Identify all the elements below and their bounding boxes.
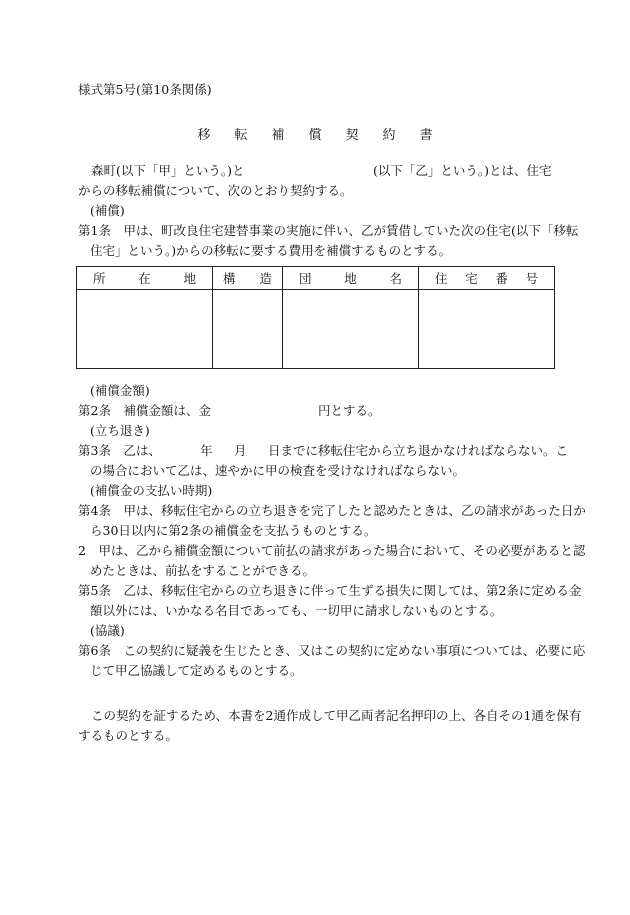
article5-line2: 額以外には、いかなる名目であっても、一切甲に請求しないものとする。 xyxy=(90,603,503,618)
header-complex-name: 団 地 名 xyxy=(283,267,419,290)
table-row xyxy=(77,290,555,369)
article1-line1: 第1条 甲は、町改良住宅建替事業の実施に伴い、乙が賃借していた次の住宅(以下「移転 xyxy=(78,223,579,238)
article2-line1-a: 第2条 補償金額は、金 xyxy=(78,403,211,418)
cell-location[interactable] xyxy=(77,290,213,369)
intro-line1-b: (以下「乙」という。)とは、住宅 xyxy=(373,163,552,178)
article3-line2: の場合において乙は、速やかに甲の検査を受けなければならない。 xyxy=(90,463,466,478)
article3-heading: (立ち退き) xyxy=(90,423,150,438)
article3-line1-b: 日までに移転住宅から立ち退かなければならない。こ xyxy=(268,443,569,458)
article4-line2: ら30日以内に第2条の補償金を支払うものとする。 xyxy=(90,523,377,538)
title-char: 移 xyxy=(197,128,211,143)
article2-line1-b: 円とする。 xyxy=(318,403,381,418)
document-title xyxy=(0,124,630,143)
title-char: 転 xyxy=(234,128,248,143)
cell-unit-number[interactable] xyxy=(419,290,555,369)
header-structure: 構 造 xyxy=(213,267,283,290)
article1-heading: (補償) xyxy=(90,203,125,218)
cell-structure[interactable] xyxy=(213,290,283,369)
article2-heading: (補償金額) xyxy=(90,383,150,398)
intro-line1-a: 森町(以下「甲」という。)と xyxy=(91,163,245,178)
intro-line2: からの移転補償について、次のとおり契約する。 xyxy=(78,183,353,198)
article4-line1: 第4条 甲は、移転住宅からの立ち退きを完了したと認めたときは、乙の請求があった日か xyxy=(78,503,586,518)
title-char: 書 xyxy=(419,128,433,143)
article5-line1: 第5条 乙は、移転住宅からの立ち退きに伴って生ずる損失に関しては、第2条に定める金 xyxy=(78,583,582,598)
table-header-row xyxy=(77,267,555,290)
header-unit-number: 住 宅 番 号 xyxy=(419,267,555,290)
article6-line2: じて甲乙協議して定めるものとする。 xyxy=(90,663,303,678)
title-char: 補 xyxy=(271,128,285,143)
title-char: 償 xyxy=(308,128,322,143)
article3-line1-a: 第3条 乙は、 xyxy=(78,443,161,458)
header-location: 所 在 地 xyxy=(77,267,213,290)
article4-heading: (補償金の支払い時期) xyxy=(90,483,213,498)
article6-line1: 第6条 この契約に疑義を生じたとき、又はこの契約に定めない事項については、必要に応 xyxy=(78,643,586,658)
cell-complex-name[interactable] xyxy=(283,290,419,369)
article4-para2-line1: 2 甲は、乙から補償金額について前払の請求があった場合において、その必要があると認 xyxy=(78,543,586,558)
title-char: 約 xyxy=(382,128,396,143)
article3-year: 年 xyxy=(200,443,213,458)
article3-month: 月 xyxy=(234,443,247,458)
closing-line2: するものとする。 xyxy=(78,728,179,743)
article6-heading: (協議) xyxy=(90,623,125,638)
article1-line2: 住宅」という。)からの移転に要する費用を補償するものとする。 xyxy=(90,243,452,258)
residence-table xyxy=(76,266,555,369)
form-number: 様式第5号(第10条関係) xyxy=(78,82,212,97)
title-char: 契 xyxy=(345,128,359,143)
article4-para2-line2: めたときは、前払をすることができる。 xyxy=(90,563,316,578)
closing-line1: この契約を証するため、本書を2通作成して甲乙両者記名押印の上、各自その1通を保有 xyxy=(91,708,582,723)
